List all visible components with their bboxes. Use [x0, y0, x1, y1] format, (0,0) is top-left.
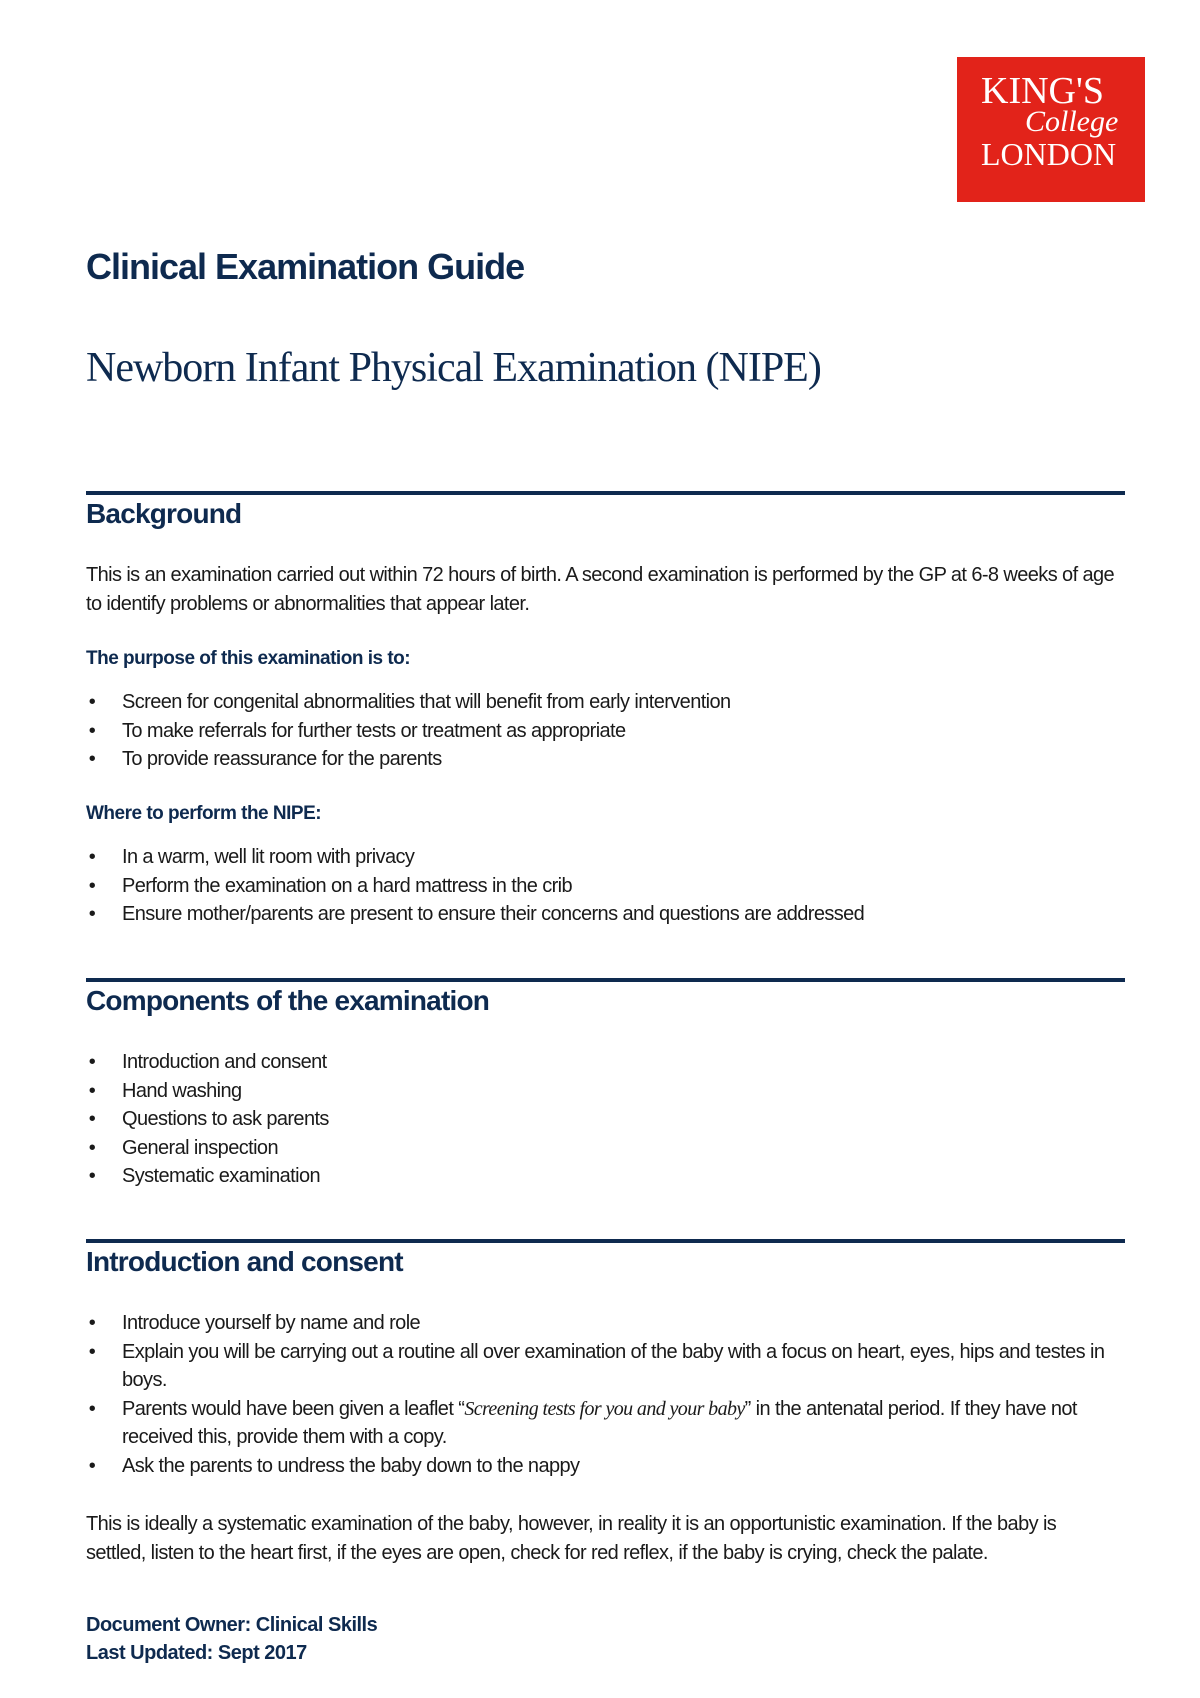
kings-college-london-logo	[957, 57, 1145, 202]
leaflet-title: Screening tests for you and your baby	[464, 1397, 745, 1420]
where-list	[86, 843, 1126, 929]
bullet-icon: •	[88, 874, 96, 897]
list-item: • Screen for congenital abnormalities that will benefit from early intervention	[86, 688, 1126, 717]
components-list	[86, 1048, 1126, 1191]
list-item: • Perform the examination on a hard mattress in the crib	[86, 872, 1126, 901]
bullet-icon: •	[88, 1136, 96, 1159]
list-item: • General inspection	[86, 1134, 1126, 1163]
list-item: • Hand washing	[86, 1077, 1126, 1106]
bullet-icon: •	[88, 846, 96, 868]
list-item: • Ask the parents to undress the baby down to the nappy	[86, 1452, 1126, 1481]
introduction-list	[86, 1309, 1126, 1480]
bullet-icon: •	[88, 903, 96, 925]
logo-text-college: College	[1025, 105, 1119, 138]
section-divider	[86, 1239, 1125, 1243]
logo-text-london: LONDON	[981, 136, 1117, 172]
list-item: • In a warm, well lit room with privacy	[86, 843, 1126, 872]
introduction-closing: This is ideally a systematic examination of the baby, however, in reality it is an opportunistic examination. If the baby is settled, listen to the heart first, if the eyes are open, check for red reflex, if the baby is crying, check the palate.	[86, 1513, 1057, 1564]
bullet-icon: •	[88, 1079, 96, 1102]
bullet-icon: •	[88, 1454, 96, 1477]
background-intro: This is an examination carried out within 72 hours of birth. A second examination is performed by the GP at 6-8 weeks of age to identify problems or abnormalities that appear later.	[86, 564, 1115, 615]
introduction-heading: Introduction and consent	[86, 1246, 403, 1277]
bullet-icon: •	[88, 1312, 96, 1334]
background-heading: Background	[86, 498, 242, 529]
logo-text-kings: KING'S	[981, 70, 1104, 112]
list-item: • Explain you will be carrying out a routine all over examination of the baby with a focus on heart, eyes, hips and testes in boys.	[86, 1338, 1126, 1395]
section-divider	[86, 491, 1125, 495]
document-subtitle: Newborn Infant Physical Examination (NIPE)	[86, 345, 821, 391]
bullet-icon: •	[88, 1165, 96, 1187]
bullet-icon: •	[88, 1340, 96, 1363]
purpose-list	[86, 688, 1126, 774]
bullet-icon: •	[88, 748, 96, 770]
list-item: • Introduction and consent	[86, 1048, 1126, 1077]
document-title: Clinical Examination Guide	[86, 246, 525, 287]
list-item: • To make referrals for further tests or treatment as appropriate	[86, 717, 1126, 746]
bullet-icon: •	[88, 691, 96, 713]
bullet-icon: •	[88, 1397, 96, 1420]
components-heading: Components of the examination	[86, 985, 490, 1016]
list-item: • Systematic examination	[86, 1162, 1126, 1191]
list-item: • Parents would have been given a leaflet “Screening tests for you and your baby” in the antenatal period. If they have not received this, provide them with a copy.	[86, 1395, 1126, 1452]
list-item: • Questions to ask parents	[86, 1105, 1126, 1134]
bullet-icon: •	[88, 1108, 96, 1130]
list-item: • Introduce yourself by name and role	[86, 1309, 1126, 1338]
section-divider	[86, 978, 1125, 982]
last-updated: Last Updated: Sept 2017	[86, 1642, 307, 1664]
bullet-icon: •	[88, 719, 96, 742]
document-owner: Document Owner: Clinical Skills	[86, 1614, 378, 1636]
where-heading: Where to perform the NIPE:	[86, 803, 322, 824]
list-item: • Ensure mother/parents are present to ensure their concerns and questions are addressed	[86, 900, 1126, 929]
list-item: • To provide reassurance for the parents	[86, 745, 1126, 774]
purpose-heading: The purpose of this examination is to:	[86, 648, 411, 669]
bullet-icon: •	[88, 1051, 96, 1073]
